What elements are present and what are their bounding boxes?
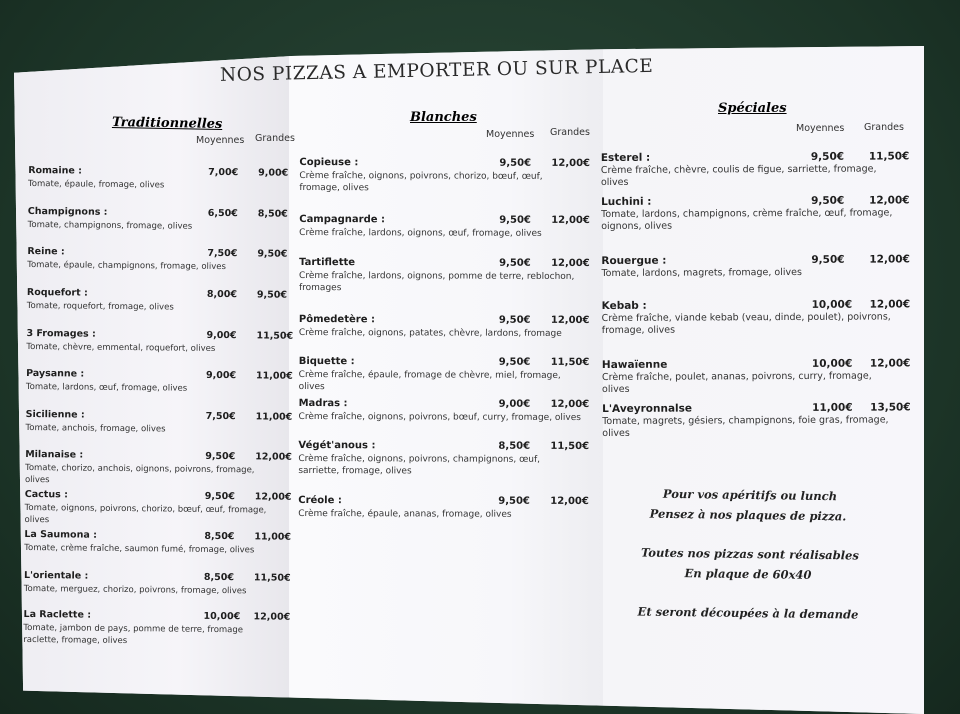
price-large: 12,00€	[551, 214, 590, 227]
price-large: 12,00€	[869, 298, 911, 311]
price-medium: 10,00€	[811, 298, 853, 311]
pizza-name: Campagnarde :	[299, 213, 386, 226]
price-medium: 9,50€	[499, 214, 531, 226]
price-medium: 9,50€	[810, 150, 845, 163]
pizza-name: 3 Fromages :	[26, 327, 96, 340]
price-large: 12,00€	[869, 253, 910, 266]
price-large: 11,50€	[550, 356, 590, 369]
price-large: 11,00€	[254, 531, 292, 543]
price-medium: 7,00€	[208, 166, 239, 179]
size-label-medium: Moyennes	[486, 129, 535, 140]
pizza-ingredients: Tomate, champignons, fromage, olives	[27, 219, 193, 232]
pizza-name: Hawaïenne	[601, 358, 668, 371]
promo-line-aperitifs: Pour vos apéritifs ou lunch	[662, 486, 838, 504]
pizza-ingredients: Tomate, chèvre, emmental, roquefort, olives	[26, 341, 216, 354]
menu-title: NOS PIZZAS A EMPORTER OU SUR PLACE	[219, 55, 654, 86]
pizza-ingredients: Tomate, lardons, magrets, fromage, olives	[601, 266, 802, 279]
pizza-ingredients: Crème fraîche, lardons, oignons, pomme de terre, reblochon, fromages	[298, 270, 575, 294]
pizza-ingredients: Crème fraîche, poulet, ananas, poivrons, curry, fromage, olives	[601, 370, 872, 395]
pizza-name: Cactus :	[24, 488, 68, 501]
pizza-name: Copieuse :	[299, 156, 359, 169]
pizza-name: Milanaise :	[25, 448, 84, 461]
pizza-name: Champignons :	[27, 205, 108, 218]
price-large: 13,50€	[870, 401, 911, 414]
price-medium: 8,50€	[498, 440, 531, 452]
pizza-ingredients: Tomate, lardons, œuf, fromage, olives	[25, 381, 188, 394]
pizza-name: Paysanne :	[26, 367, 85, 380]
pizza-ingredients: Crème fraîche, épaule, ananas, fromage, olives	[298, 508, 512, 520]
pizza-name: Kebab :	[601, 299, 647, 312]
price-large: 12,00€	[254, 491, 292, 503]
price-large: 11,50€	[868, 150, 910, 163]
size-label-medium: Moyennes	[196, 135, 245, 146]
price-large: 11,00€	[256, 370, 293, 382]
price-medium: 9,50€	[499, 157, 532, 169]
price-large: 12,00€	[253, 611, 291, 623]
price-medium: 9,00€	[498, 398, 531, 410]
pizza-ingredients: Crème fraîche, oignons, poivrons, champignons, œuf, sarriette, fromage, olives	[298, 453, 541, 477]
pizza-ingredients: Tomate, anchois, fromage, olives	[25, 422, 166, 435]
pizza-ingredients: Tomate, crème fraîche, saumon fumé, fromage, olives	[24, 542, 255, 556]
pizza-name: Reine :	[27, 245, 65, 258]
pizza-ingredients: Tomate, chorizo, anchois, oignons, poivrons, fromage, olives	[24, 462, 255, 486]
pizza-ingredients: Tomate, jambon de pays, pomme de terre, fromage raclette, fromage, olives	[23, 622, 244, 647]
pizza-ingredients: Tomate, épaule, champignons, fromage, olives	[27, 259, 227, 273]
price-medium: 8,00€	[206, 288, 238, 301]
pizza-ingredients: Crème fraîche, chèvre, coulis de figue, sarriette, fromage, olives	[600, 163, 877, 188]
pizza-name: Créole :	[298, 494, 342, 507]
size-label-large: Grandes	[255, 133, 295, 144]
pizza-ingredients: Tomate, merguez, chorizo, poivrons, fromage, olives	[23, 583, 247, 597]
price-medium: 9,50€	[811, 194, 845, 207]
price-large: 11,50€	[253, 572, 291, 584]
price-medium: 9,50€	[205, 450, 236, 463]
price-large: 11,00€	[255, 411, 293, 423]
price-medium: 7,50€	[205, 410, 236, 423]
price-large: 9,00€	[258, 167, 289, 179]
pizza-ingredients: Tomate, lardons, champignons, crème fraîche, œuf, fromage, oignons, olives	[601, 207, 893, 232]
price-medium: 10,00€	[203, 610, 241, 623]
pizza-name: Pômedetère :	[298, 313, 376, 326]
pizza-name: L'Aveyronnalse	[602, 402, 693, 415]
pizza-name: Esterel :	[600, 151, 651, 164]
column-heading-speciales: Spéciales	[718, 101, 787, 116]
pizza-name: La Raclette :	[23, 608, 92, 621]
pizza-ingredients: Crème fraîche, viande kebab (veau, dinde, poulet), poivrons, fromage, olives	[601, 311, 891, 336]
price-medium: 11,00€	[812, 401, 853, 414]
size-label-large: Grandes	[864, 122, 904, 133]
pizza-name: Biquette :	[298, 355, 355, 368]
pizza-name: Végét'anous :	[298, 439, 376, 452]
price-medium: 9,50€	[498, 356, 531, 368]
pizza-ingredients: Tomate, roquefort, fromage, olives	[26, 300, 174, 313]
price-large: 12,00€	[869, 194, 910, 207]
size-label-medium: Moyennes	[796, 123, 845, 134]
pizza-ingredients: Tomate, magrets, gésiers, champignons, foie gras, fromage, olives	[602, 414, 889, 439]
price-medium: 9,00€	[206, 369, 237, 382]
price-large: 11,50€	[550, 440, 590, 453]
price-large: 12,00€	[551, 157, 591, 170]
pizza-ingredients: Crème fraîche, lardons, oignons, œuf, fromage, olives	[299, 227, 542, 239]
price-large: 12,00€	[869, 357, 911, 370]
pizza-name: Luchini :	[601, 195, 652, 208]
pizza-ingredients: Tomate, épaule, fromage, olives	[28, 178, 165, 191]
pizza-name: Sicilienne :	[25, 408, 85, 421]
price-large: 9,50€	[256, 289, 288, 301]
price-large: 12,00€	[550, 314, 590, 327]
pizza-ingredients: Crème fraîche, oignons, patates, chèvre, lardons, fromage	[298, 327, 562, 339]
price-medium: 9,50€	[204, 490, 235, 503]
pizza-ingredients: Crème fraîche, oignons, poivrons, bœuf, curry, fromage, olives	[298, 411, 582, 423]
pizza-name: Romaine :	[28, 164, 83, 177]
price-large: 9,50€	[257, 248, 288, 260]
price-medium: 9,00€	[206, 329, 237, 342]
price-large: 8,50€	[257, 208, 288, 220]
column-heading-traditionnelles: Traditionnelles	[111, 115, 223, 132]
pizza-ingredients: Crème fraîche, épaule, fromage de chèvre, miel, fromage, olives	[298, 369, 561, 393]
pizza-name: Rouergue :	[601, 254, 667, 267]
pizza-name: Tartiflette	[299, 256, 356, 269]
price-large: 12,00€	[551, 257, 590, 270]
size-label-large: Grandes	[550, 127, 590, 138]
pizza-ingredients: Crème fraîche, oignons, poivrons, chorizo, bœuf, œuf, fromage, olives	[299, 170, 543, 194]
promo-line-format: En plaque de 60x40	[684, 566, 812, 582]
promo-line-plaques: Pensez à nos plaques de pizza.	[649, 506, 847, 524]
price-large: 12,00€	[550, 495, 589, 508]
price-medium: 7,50€	[207, 247, 238, 260]
price-medium: 9,50€	[811, 253, 845, 266]
column-heading-blanches: Blanches	[410, 110, 477, 125]
price-medium: 8,50€	[204, 530, 235, 543]
pizza-ingredients: Tomate, oignons, poivrons, chorizo, bœuf, œuf, fromage, olives	[24, 502, 267, 526]
price-medium: 9,50€	[498, 495, 530, 507]
price-medium: 9,50€	[498, 314, 531, 326]
pizza-name: La Saumona :	[24, 528, 97, 541]
pizza-name: Madras :	[298, 397, 348, 410]
pizza-name: L'orientale :	[23, 569, 89, 582]
price-medium: 8,50€	[203, 571, 235, 584]
price-large: 12,00€	[255, 451, 292, 463]
price-large: 12,00€	[550, 398, 590, 411]
promo-line-decoupees: Et seront découpées à la demande	[637, 604, 859, 622]
promo-line-realisables: Toutes nos pizzas sont réalisables	[641, 545, 859, 563]
price-medium: 9,50€	[499, 257, 531, 269]
pizza-name: Roquefort :	[26, 286, 88, 299]
price-medium: 6,50€	[207, 207, 238, 220]
price-large: 11,50€	[256, 330, 294, 342]
price-medium: 10,00€	[811, 357, 853, 370]
